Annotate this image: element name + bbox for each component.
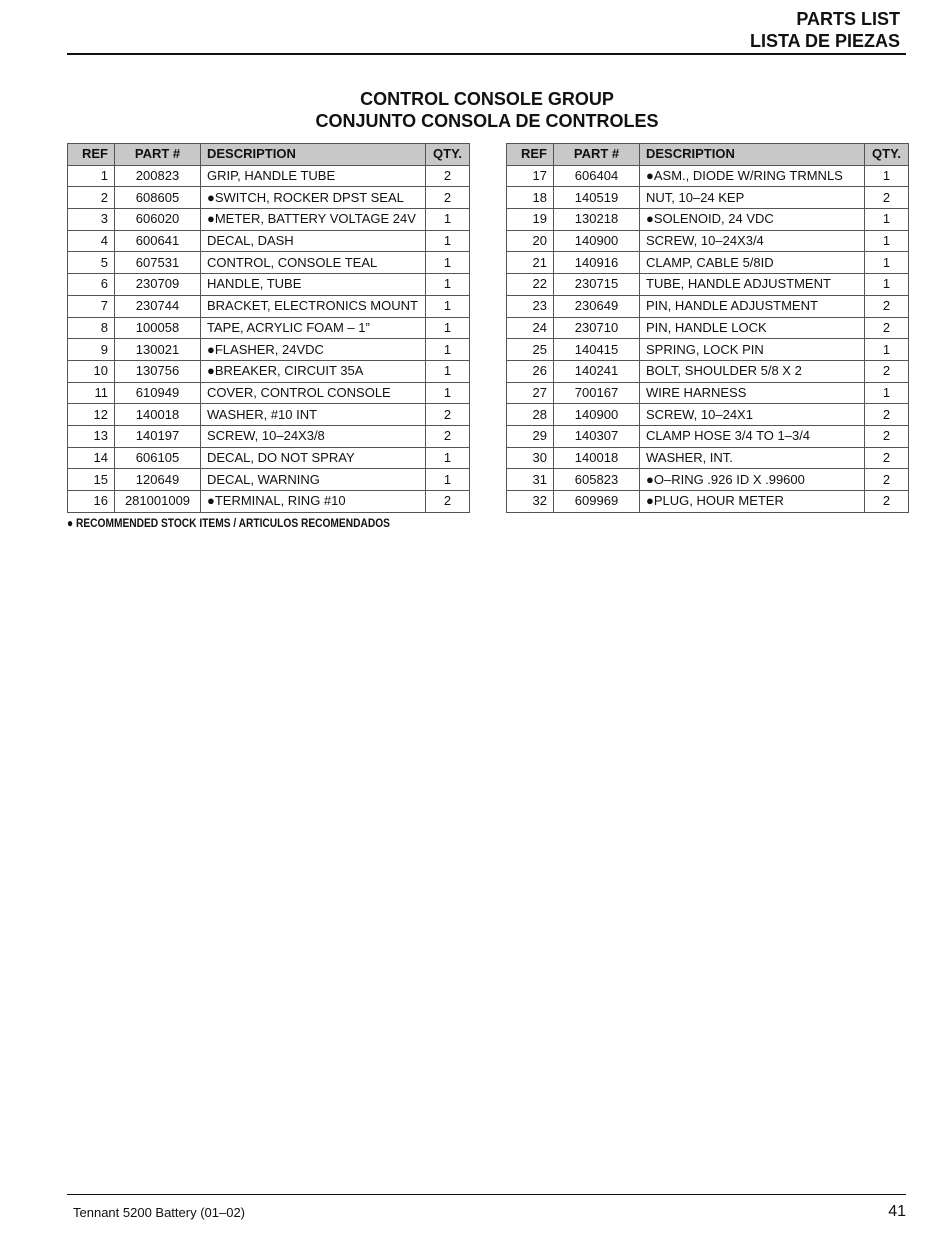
table-row [507,447,909,469]
cell-ref: 20 [507,230,554,252]
cell-ref: 16 [68,491,115,513]
cell-qty: 1 [426,274,470,296]
table-row [507,187,909,209]
cell-description: ●TERMINAL, RING #10 [201,491,426,513]
cell-qty: 1 [426,360,470,382]
cell-ref: 15 [68,469,115,491]
table-row [68,295,470,317]
cell-ref: 3 [68,209,115,231]
cell-part-number: 200823 [115,165,201,187]
cell-part-number: 230715 [554,274,640,296]
table-row [507,425,909,447]
header-title-es: LISTA DE PIEZAS [749,31,900,51]
cell-part-number: 230710 [554,317,640,339]
cell-part-number: 281001009 [115,491,201,513]
cell-ref: 29 [507,425,554,447]
cell-ref: 21 [507,252,554,274]
cell-ref: 23 [507,295,554,317]
cell-qty: 2 [865,491,909,513]
cell-ref: 9 [68,339,115,361]
cell-description: SCREW, 10–24X3/8 [201,425,426,447]
parts-table-left [67,143,470,513]
header-title-en: PARTS LIST [796,9,900,29]
cell-part-number: 140519 [554,187,640,209]
cell-part-number: 130021 [115,339,201,361]
table-row [68,447,470,469]
cell-description: NUT, 10–24 KEP [640,187,865,209]
cell-description: ●METER, BATTERY VOLTAGE 24V [201,209,426,231]
col-header-qty: QTY. [426,144,470,166]
table-row [507,469,909,491]
cell-qty: 1 [426,295,470,317]
cell-qty: 2 [426,404,470,426]
cell-ref: 1 [68,165,115,187]
cell-description: COVER, CONTROL CONSOLE [201,382,426,404]
table-row [68,317,470,339]
cell-description: ●SOLENOID, 24 VDC [640,209,865,231]
cell-qty: 1 [865,230,909,252]
cell-qty: 1 [426,252,470,274]
cell-description: DECAL, DO NOT SPRAY [201,447,426,469]
cell-part-number: 140916 [554,252,640,274]
cell-ref: 7 [68,295,115,317]
cell-qty: 2 [426,187,470,209]
cell-ref: 13 [68,425,115,447]
table-row [68,382,470,404]
cell-description: GRIP, HANDLE TUBE [201,165,426,187]
cell-description: ●FLASHER, 24VDC [201,339,426,361]
cell-description: SCREW, 10–24X3/4 [640,230,865,252]
cell-ref: 5 [68,252,115,274]
cell-ref: 30 [507,447,554,469]
cell-part-number: 609969 [554,491,640,513]
cell-qty: 1 [865,274,909,296]
cell-qty: 1 [865,382,909,404]
cell-part-number: 230744 [115,295,201,317]
cell-description: ●ASM., DIODE W/RING TRMNLS [640,165,865,187]
cell-qty: 1 [426,209,470,231]
col-header-qty: QTY. [865,144,909,166]
cell-ref: 27 [507,382,554,404]
cell-description: WIRE HARNESS [640,382,865,404]
footer-publication: Tennant 5200 Battery (01–02) [73,1205,246,1220]
table-row [68,425,470,447]
table-row [68,404,470,426]
table-row [507,360,909,382]
cell-part-number: 700167 [554,382,640,404]
cell-part-number: 230649 [554,295,640,317]
cell-description: SCREW, 10–24X1 [640,404,865,426]
cell-part-number: 600641 [115,230,201,252]
table-row [507,230,909,252]
cell-description: DECAL, DASH [201,230,426,252]
cell-part-number: 608605 [115,187,201,209]
cell-description: BRACKET, ELECTRONICS MOUNT [201,295,426,317]
cell-part-number: 230709 [115,274,201,296]
cell-part-number: 140018 [554,447,640,469]
col-header-description: DESCRIPTION [640,144,865,166]
cell-ref: 12 [68,404,115,426]
table-row [68,274,470,296]
table-row [507,382,909,404]
cell-part-number: 130218 [554,209,640,231]
cell-qty: 1 [426,339,470,361]
cell-description: PIN, HANDLE ADJUSTMENT [640,295,865,317]
table-row [68,339,470,361]
cell-qty: 2 [426,165,470,187]
table-row [507,404,909,426]
cell-part-number: 606105 [115,447,201,469]
cell-description: TUBE, HANDLE ADJUSTMENT [640,274,865,296]
cell-ref: 26 [507,360,554,382]
cell-qty: 2 [865,404,909,426]
table-row [68,360,470,382]
page-number: 41 [888,1203,906,1220]
header-divider [67,53,906,55]
cell-ref: 17 [507,165,554,187]
page-header [750,8,900,52]
cell-part-number: 606404 [554,165,640,187]
table-row [68,165,470,187]
cell-qty: 2 [865,469,909,491]
cell-description: ●BREAKER, CIRCUIT 35A [201,360,426,382]
cell-ref: 6 [68,274,115,296]
table-row [507,209,909,231]
cell-ref: 25 [507,339,554,361]
cell-part-number: 606020 [115,209,201,231]
cell-qty: 1 [865,252,909,274]
cell-ref: 8 [68,317,115,339]
cell-description: CLAMP, CABLE 5/8ID [640,252,865,274]
cell-qty: 2 [426,491,470,513]
table-row [507,252,909,274]
cell-qty: 2 [865,425,909,447]
cell-description: BOLT, SHOULDER 5/8 X 2 [640,360,865,382]
cell-qty: 2 [865,317,909,339]
cell-qty: 1 [865,339,909,361]
cell-qty: 2 [865,360,909,382]
cell-description: TAPE, ACRYLIC FOAM – 1” [201,317,426,339]
section-title-es: CONJUNTO CONSOLA DE CONTROLES [315,111,659,131]
cell-qty: 1 [426,230,470,252]
cell-part-number: 607531 [115,252,201,274]
col-header-description: DESCRIPTION [201,144,426,166]
cell-part-number: 120649 [115,469,201,491]
col-header-ref: REF [68,144,115,166]
table-row [68,491,470,513]
cell-description: PIN, HANDLE LOCK [640,317,865,339]
table-header-row [507,144,909,166]
cell-description: HANDLE, TUBE [201,274,426,296]
cell-qty: 1 [426,317,470,339]
table-row [507,165,909,187]
cell-description: ●O–RING .926 ID X .99600 [640,469,865,491]
cell-ref: 22 [507,274,554,296]
cell-ref: 24 [507,317,554,339]
cell-ref: 2 [68,187,115,209]
col-header-part: PART # [554,144,640,166]
cell-qty: 2 [865,295,909,317]
cell-description: ●SWITCH, ROCKER DPST SEAL [201,187,426,209]
cell-part-number: 130756 [115,360,201,382]
cell-part-number: 140900 [554,404,640,426]
cell-part-number: 605823 [554,469,640,491]
cell-part-number: 140415 [554,339,640,361]
cell-ref: 28 [507,404,554,426]
cell-part-number: 140241 [554,360,640,382]
table-row [68,187,470,209]
cell-qty: 1 [426,382,470,404]
cell-part-number: 140197 [115,425,201,447]
cell-ref: 10 [68,360,115,382]
cell-description: WASHER, INT. [640,447,865,469]
cell-description: ●PLUG, HOUR METER [640,491,865,513]
footer-divider [67,1194,906,1195]
cell-qty: 1 [426,469,470,491]
section-title-en: CONTROL CONSOLE GROUP [360,89,614,109]
cell-ref: 32 [507,491,554,513]
cell-description: SPRING, LOCK PIN [640,339,865,361]
cell-ref: 4 [68,230,115,252]
cell-part-number: 140900 [554,230,640,252]
recommended-stock-note: ● RECOMMENDED STOCK ITEMS / ARTICULOS RECOMENDADOS [67,516,390,530]
table-row [507,339,909,361]
cell-ref: 19 [507,209,554,231]
cell-qty: 1 [426,447,470,469]
cell-ref: 14 [68,447,115,469]
cell-ref: 18 [507,187,554,209]
table-row [507,317,909,339]
cell-description: WASHER, #10 INT [201,404,426,426]
parts-table-right [506,143,909,513]
cell-qty: 1 [865,165,909,187]
table-row [507,295,909,317]
cell-part-number: 100058 [115,317,201,339]
cell-ref: 11 [68,382,115,404]
col-header-part: PART # [115,144,201,166]
section-title [0,88,950,132]
cell-qty: 1 [865,209,909,231]
cell-qty: 2 [865,187,909,209]
table-row [507,491,909,513]
cell-qty: 2 [426,425,470,447]
col-header-ref: REF [507,144,554,166]
table-header-row [68,144,470,166]
cell-part-number: 610949 [115,382,201,404]
cell-qty: 2 [865,447,909,469]
cell-ref: 31 [507,469,554,491]
cell-part-number: 140018 [115,404,201,426]
table-row [68,209,470,231]
table-row [68,469,470,491]
cell-description: CONTROL, CONSOLE TEAL [201,252,426,274]
cell-part-number: 140307 [554,425,640,447]
table-row [68,252,470,274]
cell-description: DECAL, WARNING [201,469,426,491]
table-row [68,230,470,252]
cell-description: CLAMP HOSE 3/4 TO 1–3/4 [640,425,865,447]
table-row [507,274,909,296]
